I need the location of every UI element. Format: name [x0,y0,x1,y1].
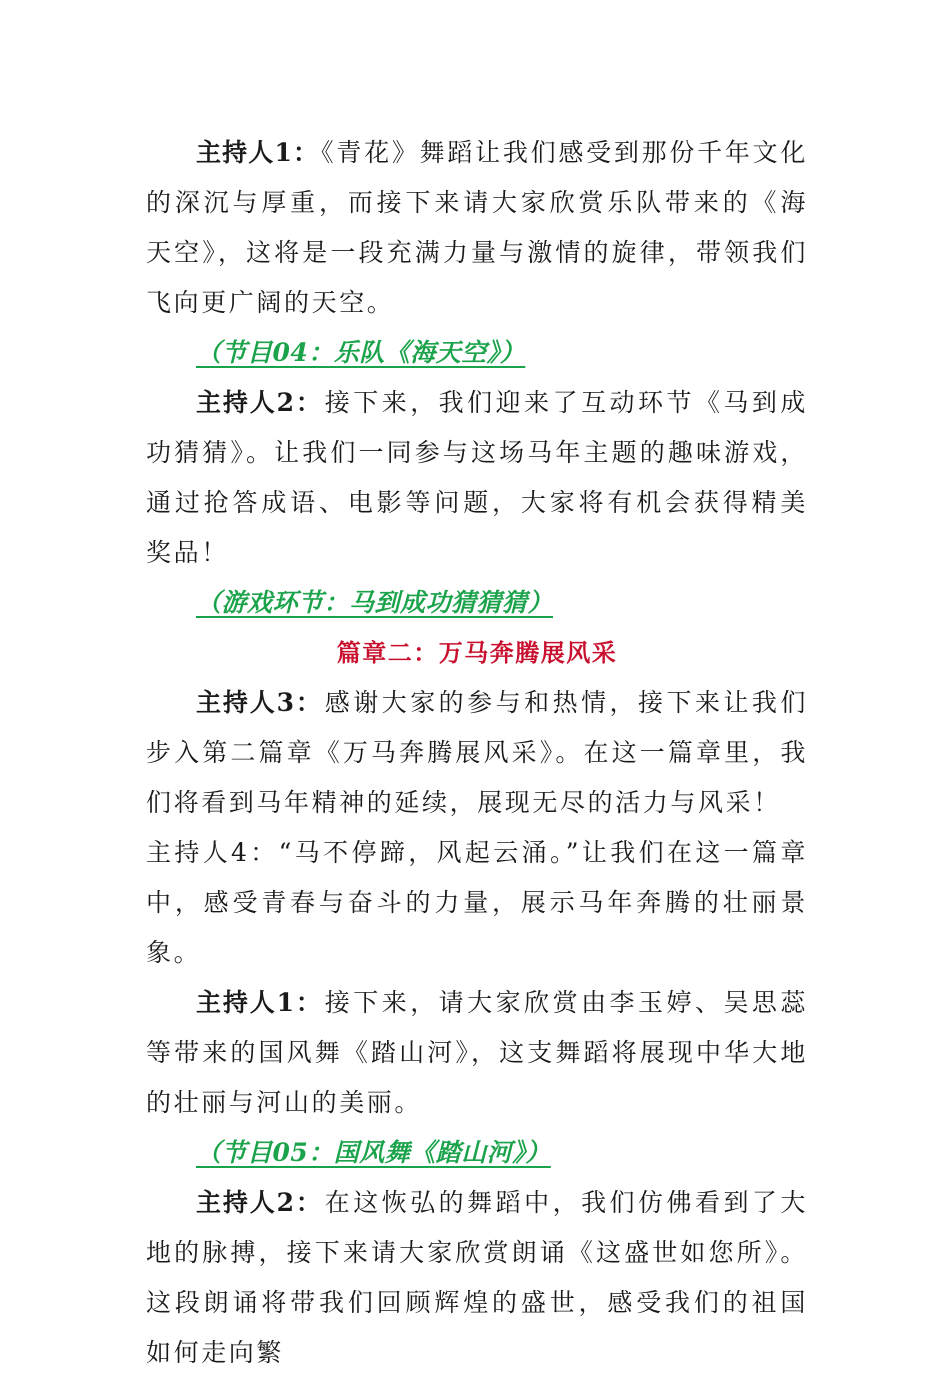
paragraph-text: 《青花》舞蹈让我们感受到那份千年文化的深沉与厚重，而接下来请大家欣赏乐队带来的《海天空》，这将是一段充满力量与激情的旋律，带领我们飞向更广阔的天空。 [146,138,808,317]
host1-paragraph [146,128,808,328]
host2-second-paragraph [146,1178,808,1378]
program-05-label: （节目05：国风舞《踏山河》） [196,1138,551,1167]
document-page [146,128,808,1378]
speaker-label: 主持人2： [196,1188,323,1217]
speaker-label: 主持人1： [196,988,323,1017]
host2-paragraph [146,378,808,578]
chapter-title: 篇章二：万马奔腾展风采 [336,638,618,667]
program-04-label: （节目04：乐队《海天空》） [196,338,526,367]
program-label [146,1128,808,1178]
paragraph-text: 接下来，我们迎来了互动环节《马到成功猜猜》。让我们一同参与这场马年主题的趣味游戏，通过抢答成语、电影等问题，大家将有机会获得精美奖品！ [146,388,808,567]
game-segment-label: （游戏环节：马到成功猜猜猜） [196,588,554,617]
program-label [146,578,808,628]
host1-second-paragraph [146,978,808,1128]
speaker-label: 主持人2： [196,388,323,417]
host4-paragraph [146,828,808,978]
speaker-label: 主持人1： [196,138,320,167]
paragraph-text: 接下来，请大家欣赏由李玉婷、吴思蕊等带来的国风舞《踏山河》，这支舞蹈将展现中华大地的壮丽与河山的美丽。 [146,988,808,1117]
paragraph-text: 感谢大家的参与和热情，接下来让我们步入第二篇章《万马奔腾展风采》。在这一篇章里，我们将看到马年精神的延续，展现无尽的活力与风采！ [146,688,808,817]
program-label [146,328,808,378]
paragraph-text: 主持人4：“马不停蹄，风起云涌。”让我们在这一篇章中，感受青春与奋斗的力量，展示马年奔腾的壮丽景象。 [146,838,808,967]
host3-paragraph [146,678,808,828]
paragraph-text: 在这恢弘的舞蹈中，我们仿佛看到了大地的脉搏，接下来请大家欣赏朗诵《这盛世如您所》。这段朗诵将带我们回顾辉煌的盛世，感受我们的祖国如何走向繁 [146,1188,808,1367]
speaker-label: 主持人3： [196,688,323,717]
